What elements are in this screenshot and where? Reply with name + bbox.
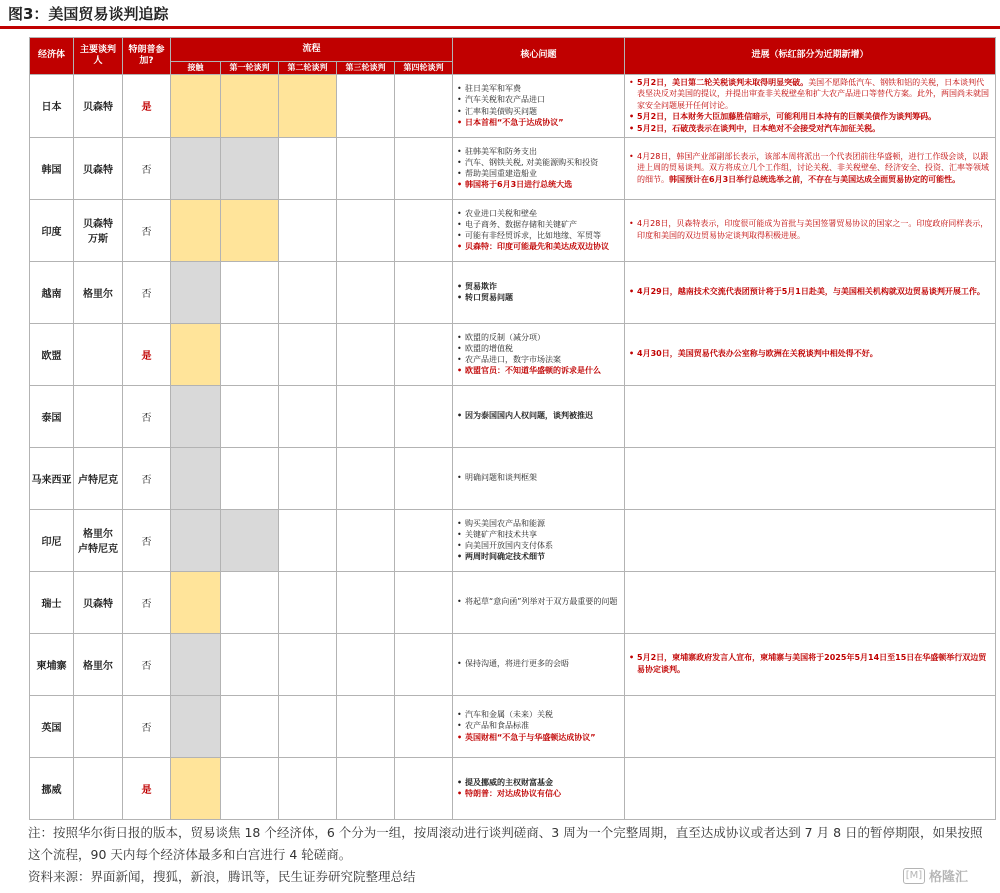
core-issues-cell bbox=[453, 695, 625, 757]
stage-cell-2 bbox=[279, 695, 337, 757]
economy-cell: 印尼 bbox=[30, 509, 74, 571]
stage-cell-3 bbox=[337, 137, 395, 199]
footnote: 注：按照华尔街日报的版本，贸易谈焦 18 个经济体，6 个分为一组，按周滚动进行谈判磋商、3 周为一个完整周期，直至达成协议或者达到 7 月 8 日的暂停期限，如果按照这个流程，90 天内每个经济体最多和白宫进行 4 轮磋商。 bbox=[28, 825, 983, 862]
stage-cell-4 bbox=[395, 323, 453, 385]
stage-cell-1 bbox=[221, 261, 279, 323]
stage-cell-3 bbox=[337, 447, 395, 509]
stage-cell-3 bbox=[337, 633, 395, 695]
stage-cell-4 bbox=[395, 633, 453, 695]
header-stage-round1: 第一轮谈判 bbox=[221, 62, 279, 75]
progress-cell bbox=[625, 74, 996, 137]
stage-cell-2 bbox=[279, 385, 337, 447]
table-row bbox=[30, 261, 996, 323]
issues-list bbox=[457, 777, 620, 799]
progress-cell bbox=[625, 633, 996, 695]
economy-cell: 英国 bbox=[30, 695, 74, 757]
core-issues-cell bbox=[453, 385, 625, 447]
table-row bbox=[30, 447, 996, 509]
stage-cell-3 bbox=[337, 199, 395, 261]
stage-cell-1 bbox=[221, 199, 279, 261]
watermark-icon: [M] bbox=[903, 868, 925, 884]
stage-cell-0 bbox=[171, 447, 221, 509]
negotiator-cell: 格里尔 卢特尼克 bbox=[74, 509, 123, 571]
stage-cell-2 bbox=[279, 137, 337, 199]
table-body bbox=[30, 74, 996, 819]
stage-cell-2 bbox=[279, 571, 337, 633]
issue-item: • 汽车关税和农产品进口 bbox=[457, 94, 620, 105]
issue-item: • 因为泰国国内人权问题，谈判被推迟 bbox=[457, 410, 620, 421]
table-row bbox=[30, 633, 996, 695]
issue-item: • 保持沟通，将进行更多的会晤 bbox=[457, 658, 620, 669]
header-economy: 经济体 bbox=[30, 38, 74, 75]
issue-item: • 关键矿产和技术共享 bbox=[457, 529, 620, 540]
progress-cell bbox=[625, 571, 996, 633]
stage-cell-0 bbox=[171, 509, 221, 571]
progress-highlight: 韩国预计在6月3日举行总统选举之前，不存在与美国达成全面贸易协定的可能性。 bbox=[669, 174, 961, 184]
header-stage-round4: 第四轮谈判 bbox=[395, 62, 453, 75]
trump-visit-cell: 否 bbox=[123, 199, 171, 261]
stage-cell-2 bbox=[279, 323, 337, 385]
stage-cell-1 bbox=[221, 695, 279, 757]
figure-title: 图3：美国贸易谈判追踪 bbox=[8, 5, 169, 23]
issue-item: • 向美国开放国内支付体系 bbox=[457, 540, 620, 551]
stage-cell-3 bbox=[337, 757, 395, 819]
issues-list bbox=[457, 658, 620, 669]
trump-visit-cell: 否 bbox=[123, 509, 171, 571]
stage-cell-4 bbox=[395, 74, 453, 137]
negotiator-cell bbox=[74, 323, 123, 385]
economy-cell: 日本 bbox=[30, 74, 74, 137]
trump-visit-cell: 否 bbox=[123, 571, 171, 633]
negotiator-cell: 贝森特 万斯 bbox=[74, 199, 123, 261]
issue-item: • 两周时间确定技术细节 bbox=[457, 551, 620, 562]
core-issues-cell bbox=[453, 509, 625, 571]
trump-visit-cell: 是 bbox=[123, 74, 171, 137]
stage-cell-4 bbox=[395, 199, 453, 261]
issue-item: • 帮助美国重建造船业 bbox=[457, 168, 620, 179]
issue-item: • 韩国将于6月3日进行总统大选 bbox=[457, 179, 620, 190]
trump-visit-cell: 否 bbox=[123, 695, 171, 757]
table-row bbox=[30, 74, 996, 137]
table-row bbox=[30, 385, 996, 447]
stage-cell-3 bbox=[337, 74, 395, 137]
progress-cell bbox=[625, 447, 996, 509]
stage-cell-3 bbox=[337, 695, 395, 757]
core-issues-cell bbox=[453, 633, 625, 695]
issue-item: • 英国财相“不急于与华盛顿达成协议” bbox=[457, 732, 620, 743]
table-row bbox=[30, 757, 996, 819]
title-divider bbox=[0, 26, 1000, 29]
trump-visit-cell: 是 bbox=[123, 323, 171, 385]
trump-visit-cell: 否 bbox=[123, 633, 171, 695]
issue-item: • 可能有非经贸诉求，比如地缘、军贸等 bbox=[457, 230, 620, 241]
stage-cell-4 bbox=[395, 447, 453, 509]
issue-item: • 农产品和食品标准 bbox=[457, 720, 620, 731]
stage-cell-2 bbox=[279, 447, 337, 509]
core-issues-cell bbox=[453, 261, 625, 323]
table-row bbox=[30, 571, 996, 633]
stage-cell-0 bbox=[171, 385, 221, 447]
stage-cell-4 bbox=[395, 137, 453, 199]
negotiator-cell: 格里尔 bbox=[74, 261, 123, 323]
negotiator-cell: 卢特尼克 bbox=[74, 447, 123, 509]
stage-cell-0 bbox=[171, 571, 221, 633]
issue-item: • 欧盟官员：不知道华盛顿的诉求是什么 bbox=[457, 365, 620, 376]
stage-cell-4 bbox=[395, 695, 453, 757]
negotiator-cell bbox=[74, 385, 123, 447]
stage-cell-3 bbox=[337, 385, 395, 447]
table-row bbox=[30, 509, 996, 571]
issue-item: • 提及挪威的主权财富基金 bbox=[457, 777, 620, 788]
core-issues-cell bbox=[453, 757, 625, 819]
core-issues-cell bbox=[453, 137, 625, 199]
header-progress: 进展（标红部分为近期新增） bbox=[625, 38, 996, 75]
core-issues-cell bbox=[453, 323, 625, 385]
stage-cell-1 bbox=[221, 137, 279, 199]
core-issues-cell bbox=[453, 74, 625, 137]
progress-text: 美国不愿降低汽车、钢铁和铝的关税，日本谈判代表坚决反对美国的提议，并提出审查非关税壁垒和扩大农产品进口等替代方案。此外，两国尚未就国家安全问题展开任何讨论。 bbox=[637, 77, 990, 110]
header-core-issues: 核心问题 bbox=[453, 38, 625, 75]
stage-cell-1 bbox=[221, 447, 279, 509]
table-row bbox=[30, 323, 996, 385]
stage-cell-1 bbox=[221, 757, 279, 819]
table-row bbox=[30, 695, 996, 757]
stage-cell-1 bbox=[221, 74, 279, 137]
economy-cell: 越南 bbox=[30, 261, 74, 323]
stage-cell-4 bbox=[395, 509, 453, 571]
header-trump-visit: 特朗普参加? bbox=[123, 38, 171, 75]
stage-cell-2 bbox=[279, 199, 337, 261]
stage-cell-4 bbox=[395, 261, 453, 323]
economy-cell: 挪威 bbox=[30, 757, 74, 819]
header-negotiator: 主要谈判人 bbox=[74, 38, 123, 75]
economy-cell: 韩国 bbox=[30, 137, 74, 199]
issue-item: • 电子商务、数据存储和关键矿产 bbox=[457, 219, 620, 230]
issues-list bbox=[457, 208, 620, 253]
issue-item: • 欧盟的反制（减分项） bbox=[457, 332, 620, 343]
issue-item: • 农产品进口，数字市场法案 bbox=[457, 354, 620, 365]
stage-cell-3 bbox=[337, 571, 395, 633]
issues-list bbox=[457, 332, 620, 377]
progress-item: • 5月2日，石破茂表示在谈判中，日本绝对不会接受对汽车加征关税。 bbox=[629, 123, 991, 135]
issues-list bbox=[457, 709, 620, 743]
stage-cell-4 bbox=[395, 385, 453, 447]
issues-list bbox=[457, 83, 620, 128]
trump-visit-cell: 否 bbox=[123, 385, 171, 447]
negotiator-cell: 贝森特 bbox=[74, 137, 123, 199]
economy-cell: 马来西亚 bbox=[30, 447, 74, 509]
stage-cell-4 bbox=[395, 571, 453, 633]
economy-cell: 印度 bbox=[30, 199, 74, 261]
progress-cell bbox=[625, 385, 996, 447]
negotiator-cell: 格里尔 bbox=[74, 633, 123, 695]
issues-list bbox=[457, 518, 620, 563]
header-stage-contact: 接触 bbox=[171, 62, 221, 75]
issue-item: • 特朗普：对达成协议有信心 bbox=[457, 788, 620, 799]
progress-highlight: 5月2日，美日第二轮关税谈判未取得明显突破。 bbox=[637, 77, 809, 87]
trump-visit-cell: 是 bbox=[123, 757, 171, 819]
negotiator-cell: 贝森特 bbox=[74, 571, 123, 633]
stage-cell-3 bbox=[337, 323, 395, 385]
stage-cell-2 bbox=[279, 757, 337, 819]
issues-list bbox=[457, 281, 620, 303]
issue-item: • 明确问题和谈判框架 bbox=[457, 472, 620, 483]
issue-item: • 欧盟的增值税 bbox=[457, 343, 620, 354]
progress-cell bbox=[625, 757, 996, 819]
header-process: 流程 bbox=[171, 38, 453, 62]
stage-cell-0 bbox=[171, 137, 221, 199]
trump-visit-cell: 否 bbox=[123, 447, 171, 509]
issue-item: • 农业进口关税和壁垒 bbox=[457, 208, 620, 219]
issue-item: • 驻日美军和军费 bbox=[457, 83, 620, 94]
progress-text: 4月28日，韩国产业部副部长表示，该部本周将派出一个代表团前往华盛顿，进行工作级会谈，以跟进上周的贸易谈判。双方将成立几个工作组，讨论关税、非关税壁垒、经济安全、投资、汇率等领域的细节。 bbox=[637, 151, 990, 184]
progress-item: • 4月29日，越南技术交流代表团预计将于5月1日赴美，与美国相关机构就双边贸易谈判开展工作。 bbox=[629, 286, 991, 298]
stage-cell-1 bbox=[221, 571, 279, 633]
source-note: 资料来源：界面新闻，搜狐，新浪，腾讯等，民生证券研究院整理总结 bbox=[28, 869, 416, 884]
progress-item bbox=[629, 77, 991, 112]
negotiator-cell bbox=[74, 695, 123, 757]
stage-cell-4 bbox=[395, 757, 453, 819]
stage-cell-2 bbox=[279, 509, 337, 571]
watermark-text: 格隆汇 bbox=[929, 870, 969, 885]
header-stage-round2: 第二轮谈判 bbox=[279, 62, 337, 75]
negotiator-cell: 贝森特 bbox=[74, 74, 123, 137]
negotiator-cell bbox=[74, 757, 123, 819]
issues-list bbox=[457, 596, 620, 607]
stage-cell-2 bbox=[279, 633, 337, 695]
stage-cell-1 bbox=[221, 385, 279, 447]
stage-cell-2 bbox=[279, 74, 337, 137]
economy-cell: 欧盟 bbox=[30, 323, 74, 385]
core-issues-cell bbox=[453, 447, 625, 509]
stage-cell-3 bbox=[337, 509, 395, 571]
stage-cell-0 bbox=[171, 199, 221, 261]
trade-negotiation-table bbox=[29, 37, 996, 820]
progress-cell bbox=[625, 695, 996, 757]
watermark-logo bbox=[903, 866, 968, 885]
stage-cell-0 bbox=[171, 74, 221, 137]
core-issues-cell bbox=[453, 199, 625, 261]
core-issues-cell bbox=[453, 571, 625, 633]
stage-cell-1 bbox=[221, 633, 279, 695]
issue-item: • 将起草“意向函”列举对于双方最重要的问题 bbox=[457, 596, 620, 607]
issues-list bbox=[457, 410, 620, 421]
economy-cell: 柬埔寨 bbox=[30, 633, 74, 695]
trump-visit-cell: 否 bbox=[123, 261, 171, 323]
issues-list bbox=[457, 472, 620, 483]
progress-cell bbox=[625, 137, 996, 199]
progress-item: • 4月28日，贝森特表示，印度很可能成为首批与美国签署贸易协议的国家之一。印度政府同样表示，印度和美国的双边贸易协定谈判取得积极进展。 bbox=[629, 218, 991, 241]
stage-cell-0 bbox=[171, 323, 221, 385]
stage-cell-2 bbox=[279, 261, 337, 323]
progress-item: • 5月2日，柬埔寨政府发言人宣布，柬埔寨与美国将于2025年5月14日至15日在华盛顿举行双边贸易协定谈判。 bbox=[629, 652, 991, 675]
progress-item: • 4月30日，美国贸易代表办公室称与欧洲在关税谈判中相处得不好。 bbox=[629, 348, 991, 360]
issue-item: • 贸易欺诈 bbox=[457, 281, 620, 292]
progress-item: • 5月2日，日本财务大臣加藤胜信暗示，可能利用日本持有的巨额美债作为谈判筹码。 bbox=[629, 111, 991, 123]
economy-cell: 瑞士 bbox=[30, 571, 74, 633]
issue-item: • 汇率和美债购买问题 bbox=[457, 106, 620, 117]
economy-cell: 泰国 bbox=[30, 385, 74, 447]
issue-item: • 日本首相“不急于达成协议” bbox=[457, 117, 620, 128]
issue-item: • 购买美国农产品和能源 bbox=[457, 518, 620, 529]
issue-item: • 转口贸易问题 bbox=[457, 292, 620, 303]
trump-visit-cell: 否 bbox=[123, 137, 171, 199]
progress-cell bbox=[625, 199, 996, 261]
stage-cell-3 bbox=[337, 261, 395, 323]
progress-cell bbox=[625, 323, 996, 385]
issues-list bbox=[457, 146, 620, 191]
stage-cell-0 bbox=[171, 261, 221, 323]
stage-cell-0 bbox=[171, 695, 221, 757]
issue-item: • 驻韩美军和防务支出 bbox=[457, 146, 620, 157]
table-row bbox=[30, 137, 996, 199]
stage-cell-0 bbox=[171, 633, 221, 695]
progress-cell bbox=[625, 509, 996, 571]
stage-cell-0 bbox=[171, 757, 221, 819]
progress-item bbox=[629, 151, 991, 186]
issue-item: • 贝森特：印度可能最先和美达成双边协议 bbox=[457, 241, 620, 252]
table-row bbox=[30, 199, 996, 261]
stage-cell-1 bbox=[221, 323, 279, 385]
progress-cell bbox=[625, 261, 996, 323]
header-stage-round3: 第三轮谈判 bbox=[337, 62, 395, 75]
stage-cell-1 bbox=[221, 509, 279, 571]
issue-item: • 汽车、钢铁关税, 对美能源购买和投资 bbox=[457, 157, 620, 168]
issue-item: • 汽车和金属（未来）关税 bbox=[457, 709, 620, 720]
